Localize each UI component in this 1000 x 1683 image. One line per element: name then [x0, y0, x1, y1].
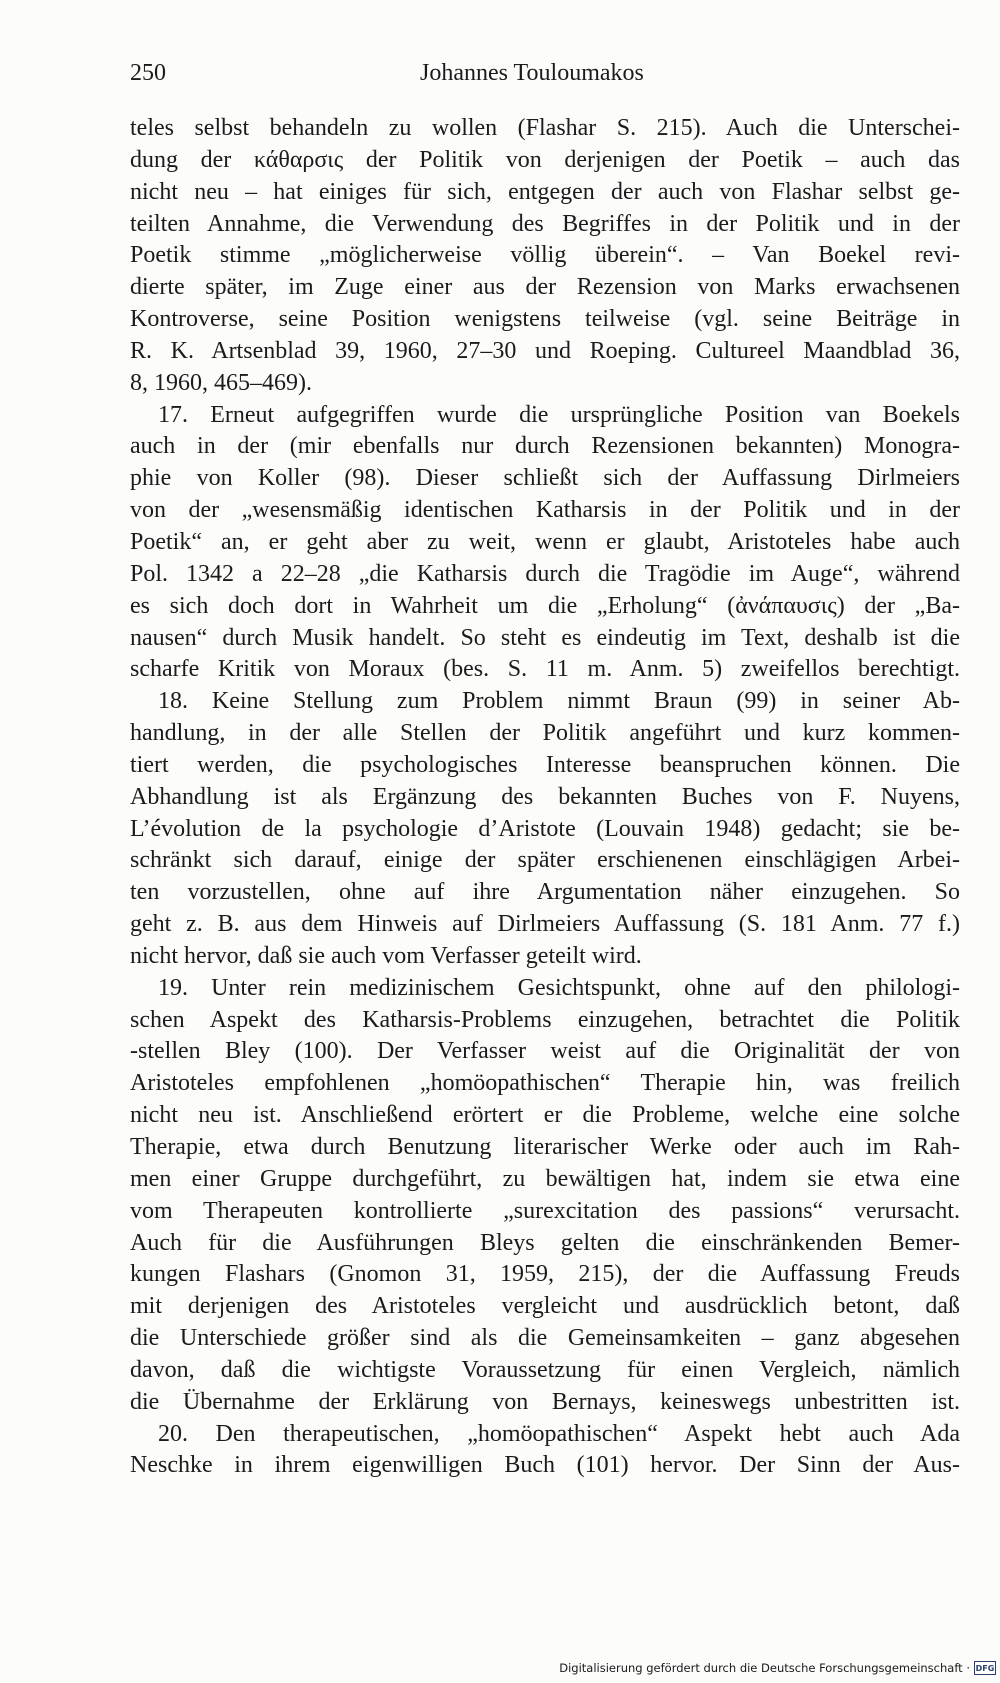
text-line: Neschke in ihrem eigenwilligen Buch (101) hervor. Der Sinn der Aus- — [130, 1452, 960, 1479]
footer-credit: Digitalisierung gefördert durch die Deutsche Forschungsgemeinschaft · — [559, 1661, 970, 1675]
text-line: schränkt sich darauf, einige der später erschienenen einschlägigen Arbei- — [130, 847, 960, 874]
paragraph-18-start: 18. Keine Stellung zum Problem nimmt Braun (99) in seiner Ab- — [158, 688, 960, 715]
text-line: von der „wesensmäßig identischen Katharsis in der Politik und in der — [130, 497, 960, 524]
running-head: Johannes Touloumakos — [420, 60, 644, 86]
text-line: tiert werden, die psychologisches Interesse beanspruchen können. Die — [130, 751, 960, 778]
text-line: die Unterschiede größer sind als die Gemeinsamkeiten – ganz abgesehen — [130, 1325, 960, 1352]
page-number: 250 — [130, 60, 166, 86]
text-line: Poetik stimme „möglicherweise völlig überein“. – Van Boekel revi- — [130, 242, 960, 269]
text-line: handlung, in der alle Stellen der Politik angeführt und kurz kommen- — [130, 720, 960, 747]
text-line: -stellen Bley (100). Der Verfasser weist auf die Originalität der von — [130, 1038, 960, 1065]
text-line: scharfe Kritik von Moraux (bes. S. 11 m. Anm. 5) zweifellos berechtigt. — [130, 656, 960, 683]
text-line: nausen“ durch Musik handelt. So steht es eindeutig im Text, deshalb ist die — [130, 624, 960, 651]
dfg-logo-icon: DFG — [974, 1661, 996, 1675]
paragraph-19-start: 19. Unter rein medizinischem Gesichtspunkt, ohne auf den philologi- — [158, 974, 960, 1001]
paragraph-17-start: 17. Erneut aufgegriffen wurde die ursprüngliche Position van Boekels — [158, 401, 960, 428]
text-line: auch in der (mir ebenfalls nur durch Rezensionen bekannten) Monogra- — [130, 433, 960, 460]
text-line: schen Aspekt des Katharsis-Problems einzugehen, betrachtet die Politik — [130, 1006, 960, 1033]
text-line: nicht neu ist. Anschließend erörtert er die Probleme, welche eine solche — [130, 1102, 960, 1129]
text-line: Poetik“ an, er geht aber zu weit, wenn er glaubt, Aristoteles habe auch — [130, 528, 960, 555]
text-line: es sich doch dort in Wahrheit um die „Erholung“ (ἀνάπαυσις) der „Ba- — [130, 592, 960, 619]
text-line: phie von Koller (98). Dieser schließt sich der Auffassung Dirlmeiers — [130, 465, 960, 492]
text-line: nicht neu – hat einiges für sich, entgegen der auch von Flashar selbst ge- — [130, 178, 960, 205]
text-line: nicht hervor, daß sie auch vom Verfasser geteilt wird. — [130, 942, 642, 969]
text-line: dung der κάθαρσις der Politik von derjenigen der Poetik – auch das — [130, 146, 960, 173]
text-line: vom Therapeuten kontrollierte „surexcitation des passions“ verursacht. — [130, 1197, 960, 1224]
text-line: die Übernahme der Erklärung von Bernays, keineswegs unbestritten ist. — [130, 1388, 960, 1415]
text-line: men einer Gruppe durchgeführt, zu bewältigen hat, indem sie etwa eine — [130, 1165, 960, 1192]
text-line: teilten Annahme, die Verwendung des Begriffes in der Politik und in der — [130, 210, 960, 237]
text-line: L’évolution de la psychologie d’Aristote (Louvain 1948) gedacht; sie be- — [130, 815, 960, 842]
text-line: geht z. B. aus dem Hinweis auf Dirlmeiers Auffassung (S. 181 Anm. 77 f.) — [130, 911, 960, 938]
text-line: 8, 1960, 465–469). — [130, 369, 312, 396]
text-line: Abhandlung ist als Ergänzung des bekannten Buches von F. Nuyens, — [130, 783, 960, 810]
text-line: davon, daß die wichtigste Voraussetzung für einen Vergleich, nämlich — [130, 1356, 960, 1383]
digitization-footer — [559, 1657, 996, 1679]
text-line: mit derjenigen des Aristoteles vergleicht und ausdrücklich betont, daß — [130, 1293, 960, 1320]
text-line: ten vorzustellen, ohne auf ihre Argumentation näher einzugehen. So — [130, 879, 960, 906]
text-line: Therapie, etwa durch Benutzung literarischer Werke oder auch im Rah- — [130, 1134, 960, 1160]
body-text — [130, 113, 960, 1482]
text-line: teles selbst behandeln zu wollen (Flashar S. 215). Auch die Unterschei- — [130, 115, 960, 141]
text-line: Aristoteles empfohlenen „homöopathischen“ Therapie hin, was freilich — [130, 1070, 960, 1097]
text-line: Kontroverse, seine Position wenigstens teilweise (vgl. seine Beiträge in — [130, 306, 960, 333]
page-header — [130, 56, 960, 92]
text-line: Pol. 1342 a 22–28 „die Katharsis durch die Tragödie im Auge“, während — [130, 560, 960, 587]
paragraph-20-start: 20. Den therapeutischen, „homöopathischen“ Aspekt hebt auch Ada — [158, 1420, 960, 1447]
text-line: Auch für die Ausführungen Bleys gelten die einschränkenden Bemer- — [130, 1229, 960, 1256]
text-line: R. K. Artsenblad 39, 1960, 27–30 und Roeping. Cultureel Maandblad 36, — [130, 337, 960, 364]
text-line: kungen Flashars (Gnomon 31, 1959, 215), der die Auffassung Freuds — [130, 1261, 960, 1288]
text-line: dierte später, im Zuge einer aus der Rezension von Marks erwachsenen — [130, 274, 960, 301]
